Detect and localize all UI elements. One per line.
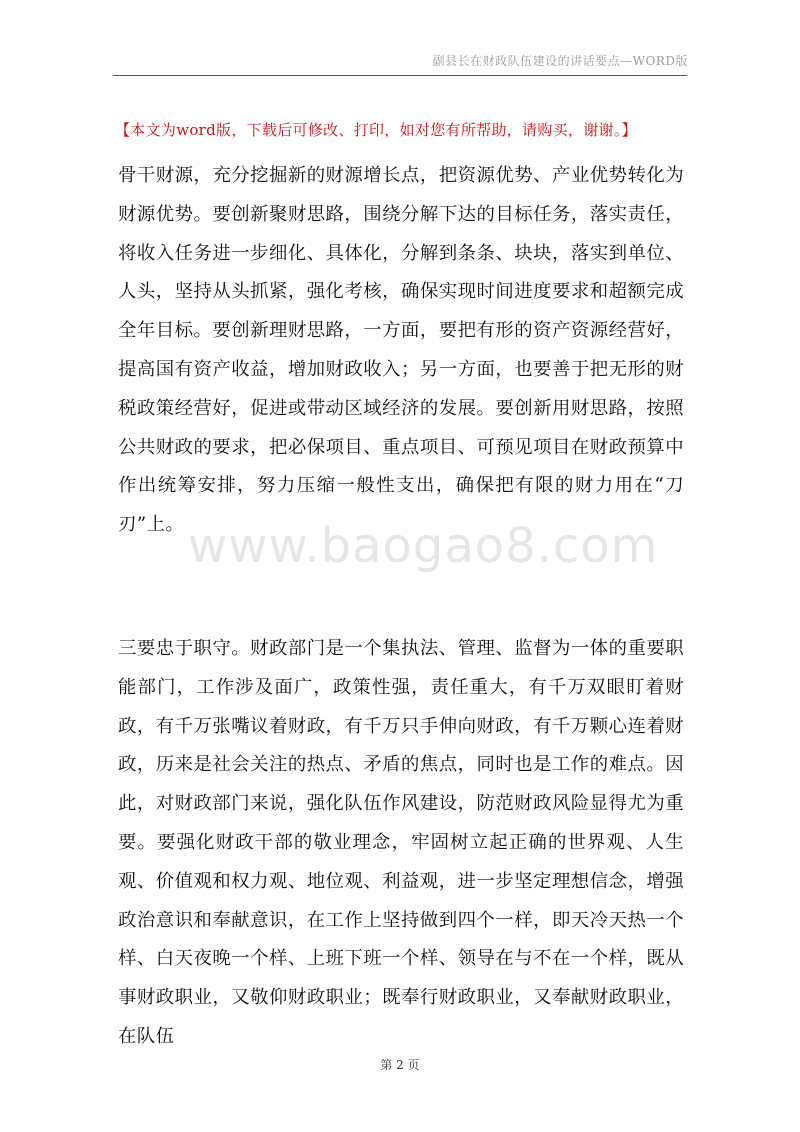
body-paragraph-2: 三要忠于职守。财政部门是一个集执法、管理、监督为一体的重要职能部门，工作涉及面广，政策性强，责任重大，有千万双眼盯着财政，有千万张嘴议着财政，有千万只手伸向财政，有千万颗心连着财政，历来是社会关注的热点、矛盾的焦点，同时也是工作的难点。因此，对财政部门来说，强化队伍作风建设，防范财政风险显得尤为重要。要强化财政干部的敬业理念，牢固树立起正确的世界观、人生观、价值观和权力观、地位观、利益观，进一步坚定理想信念，增强政治意识和奉献意识，在工作上坚持做到四个一样，即天冷天热一个样、白天夜晚一个样、上班下班一个样、领导在与不在一个样，既从事财政职业，又敬仰财政职业；既奉行财政职业，又奉献财政职业，在队伍 — [118, 638, 684, 1047]
header-title: 副县长在财政队伍建设的讲话要点—WORD版 — [432, 54, 688, 68]
watermark: www.baogao8.com — [188, 518, 659, 574]
download-notice: 【本文为word版，下载后可修改、打印，如对您有所帮助，请购买，谢谢。】 — [115, 121, 637, 139]
body-paragraph-1: 骨干财源，充分挖掘新的财源增长点，把资源优势、产业优势转化为财源优势。要创新聚财思路，围绕分解下达的目标任务，落实责任，将收入任务进一步细化、具体化，分解到条条、块块，落实到单位、人头，坚持从头抓紧，强化考核，确保实现时间进度要求和超额完成全年目标。要创新理财思路，一方面，要把有形的资产资源经营好，提高国有资产收益，增加财政收入；另一方面，也要善于把无形的财税政策经营好，促进或带动区域经济的发展。要创新用财思路，按照公共财政的要求，把必保项目、重点项目、可预见项目在财政预算中作出统筹安排，努力压缩一般性支出，确保把有限的财力用在“刀刃”上。 — [118, 165, 684, 536]
page-number: 第 2 页 — [380, 1058, 420, 1072]
header-divider — [113, 75, 687, 76]
